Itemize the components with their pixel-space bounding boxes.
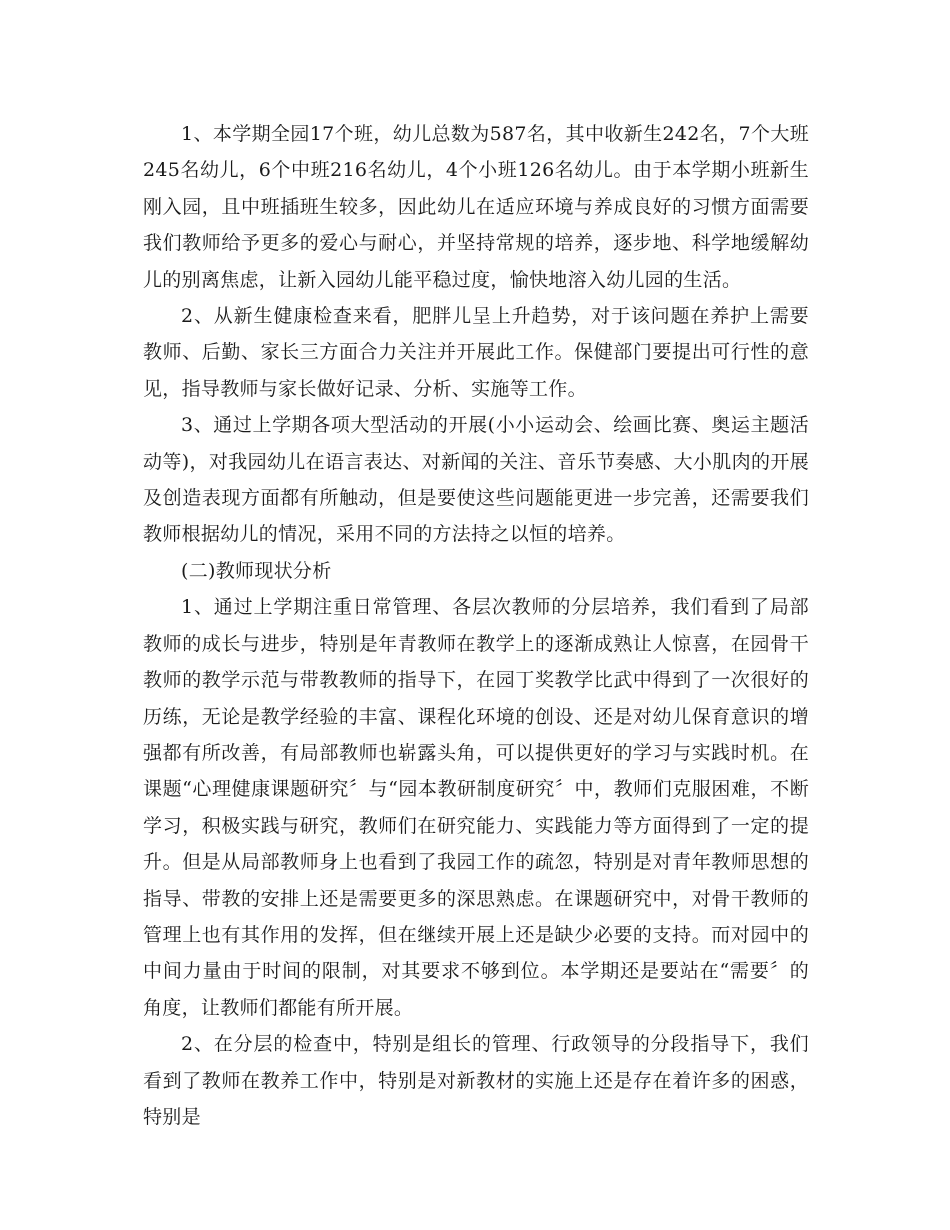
paragraph-3: 3、通过上学期各项大型活动的开展(小小运动会、绘画比赛、奥运主题活动等)，对我园幼儿在语言表达、对新闻的关注、音乐节奏感、大小肌肉的开展及创造表现方面都有所触动，但是要使这些问题能更进一步完善，还需要我们教师根据幼儿的情况，采用不同的方法持之以恒的培养。 <box>143 414 809 546</box>
paragraph-2: 2、从新生健康检查来看，肥胖儿呈上升趋势，对于该问题在养护上需要教师、后勤、家长三方面合力关注并开展此工作。保健部门要提出可行性的意见，指导教师与家长做好记录、分析、实施等工作。 <box>143 305 809 400</box>
document-body <box>143 116 809 1135</box>
section-heading: (二)教师现状分析 <box>181 559 332 582</box>
paragraph-4: 1、通过上学期注重日常管理、各层次教师的分层培养，我们看到了局部教师的成长与进步，特别是年青教师在教学上的逐渐成熟让人惊喜，在园骨干教师的教学示范与带教教师的指导下，在园丁奖教学比武中得到了一次很好的历练，无论是教学经验的丰富、课程化环境的创设、还是对幼儿保育意识的增强都有所改善，有局部教师也崭露头角，可以提供更好的学习与实践时机。在课题“心理健康课题研究〞与“园本教研制度研究〞中，教师们克服困难，不断学习，积极实践与研究，教师们在研究能力、实践能力等方面得到了一定的提升。但是从局部教师身上也看到了我园工作的疏忽，特别是对青年教师思想的指导、带教的安排上还是需要更多的深思熟虑。在课题研究中，对骨干教师的管理上也有其作用的发挥，但在继续开展上还是缺少必要的支持。而对园中的中间力量由于时间的限制，对其要求不够到位。本学期还是要站在“需要〞的角度，让教师们都能有所开展。 <box>143 596 809 1019</box>
paragraph-5: 2、在分层的检查中，特别是组长的管理、行政领导的分段指导下，我们看到了教师在教养工作中，特别是对新教材的实施上还是存在着许多的困惑，特别是 <box>143 1033 809 1128</box>
paragraph-1: 1、本学期全园17个班，幼儿总数为587名，其中收新生242名，7个大班245名幼儿，6个中班216名幼儿，4个小班126名幼儿。由于本学期小班新生刚入园，且中班插班生较多，因此幼儿在适应环境与养成良好的习惯方面需要我们教师给予更多的爱心与耐心，并坚持常规的培养，逐步地、科学地缓解幼儿的别离焦虑，让新入园幼儿能平稳过度，愉快地溶入幼儿园的生活。 <box>143 123 809 291</box>
